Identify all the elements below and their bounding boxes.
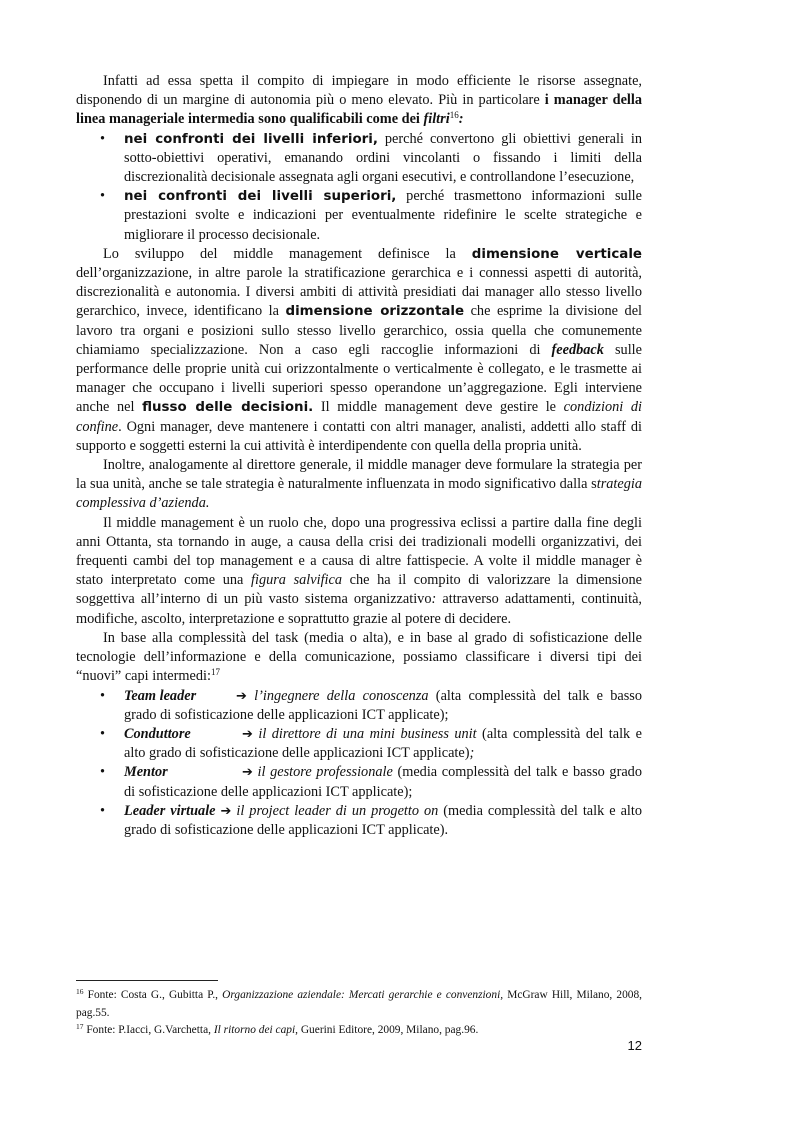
bold-statement: i manager della linea manageriale intermedia sono qualificabili come dei — [76, 92, 643, 128]
paragraph-dimensions: Lo sviluppo del middle management definisce la dimensione verticale dell’organizzazione, in altre parole la stratificazione gerarchica e i connessi aspetti di autorità, discrezionalità e autonomia. I diversi ambiti di attività presidiati dai manager allo stesso livello gerarchico, invece, identificano la dimensione orizzontale che esprime la divisione del lavoro tra organi e posizioni sullo stesso livello gerarchico, ossia quella che comunemente chiamiamo specializzazione. Non a caso egli raccoglie informazioni di feedback sulle performance delle proprie unità cui orizzontalmente o verticalmente è collegato, e le trasmette ai manager che occupano i livelli superiori spesso operandone un’aggregazione. Egli interviene anche nel flusso delle decisioni. Il middle management deve gestire le condizioni di confine. Ogni manager, deve mantenere i contatti con altri manager, analisti, addetti allo staff di supporto e soggetti esterni la cui attività è interdipendente con quella della propria unità. — [76, 245, 643, 454]
footnote-separator — [76, 980, 218, 981]
paragraph-classification: In base alla complessità del task (media o alta), e in base al grado di sofisticazione delle tecnologie dell’informazione e della comunicazione, possiamo classificare i diversi tipi dei “nuovi” capi intermedi:$^{17}$ — [76, 629, 642, 685]
arrow-right-icon: ➔ — [236, 688, 247, 704]
page-number: 12 — [627, 1038, 642, 1053]
paragraph-intro: Infatti ad essa spetta il compito di impiegare in modo efficiente le risorse assegnate, disponendo di un margine di autonomia più o meno elevato. Più in particolare i manager della linea manageriale intermedia sono qualificabili come dei filtri$^{16}$: — [76, 73, 643, 128]
list-item: • Conduttore ➔ il direttore di una mini business unit (alta complessità del talk e alto grado di sofisticazione delle applicazioni ICT applicate); — [100, 725, 642, 762]
list-item: • nei confronti dei livelli inferiori, perché convertono gli obiettivi generali in sotto-obiettivi operativi, emanando ordini vincolanti o fissando i limiti della discrezionalità decisionale assegnata agli organi esecutivi, e controllandone l’esecuzione, — [100, 130, 642, 186]
paragraph-strategy: Inoltre, analogamente al direttore generale, il middle manager deve formulare la strategia per la sua unità, anche se tale strategia è naturalmente influenzata in modo significativo dalla strategia complessiva d’azienda. — [76, 457, 642, 512]
bullet: • — [100, 764, 106, 781]
footnote-ref-17[interactable]: 17 — [210, 667, 220, 678]
bullet: • — [100, 130, 106, 147]
bullet: • — [100, 188, 106, 205]
bullet: • — [100, 802, 106, 819]
paragraph-role: Il middle management è un ruolo che, dopo una progressiva eclissi a partire dalla fine degli anni Ottanta, sta tornando in auge, a causa della crisi dei tradizionali modelli organizzativi, dei frequenti cambi del top management e a causa di altre fattispecie. A volte il middle manager è stato interpretato come una figura salvifica che ha il compito di valorizzare la dimensione soggettiva all’interno di un più vasto sistema organizzativo: attraverso adattamenti, continuità, modifiche, ascolto, interpretazione e soprattutto grazie al potere di decidere. — [76, 514, 643, 627]
footnotes — [76, 980, 642, 1040]
footnote-17: $^{17}$ Fonte: P.Iacci, G.Varchetta, Il ritorno dei capi, Guerini Editore, 2009, Milano, pag.96. — [76, 1022, 479, 1036]
filtri-term: filtri — [423, 111, 450, 128]
list-item: • Mentor ➔ il gestore professionale (media complessità del talk e basso grado di sofisticazione delle applicazioni ICT applicate); — [100, 764, 642, 800]
arrow-right-icon: ➔ — [220, 803, 232, 819]
footnote-ref-16[interactable]: 16 — [449, 110, 459, 121]
footnote-16: $^{16}$ Fonte: Costa G., Gubitta P., Organizzazione aziendale: Mercati gerarchie e convenzioni, McGraw Hill, Milano, 2008, pag.55. — [76, 987, 643, 1019]
arrow-right-icon: ➔ — [242, 765, 253, 781]
bullet: • — [100, 725, 106, 742]
document-body — [76, 72, 642, 840]
arrow-right-icon: ➔ — [242, 726, 253, 742]
bullet: • — [100, 687, 106, 704]
filters-list — [76, 130, 642, 245]
leader-types-list — [76, 687, 642, 841]
list-item: • Team leader ➔ l’ingegnere della conoscenza (alta complessità del talk e basso grado di sofisticazione delle applicazioni ICT applicate); — [100, 687, 642, 723]
list-item: • Leader virtuale ➔ il project leader di un progetto on (media complessità del talk e alto grado di sofisticazione delle applicazioni ICT applicate). — [100, 802, 643, 838]
list-item: • nei confronti dei livelli superiori, perché trasmettono informazioni sulle prestazioni svolte e indicazioni per eventualmente ridefinire le scelte strategiche e migliorare il processo decisionale. — [100, 188, 642, 243]
